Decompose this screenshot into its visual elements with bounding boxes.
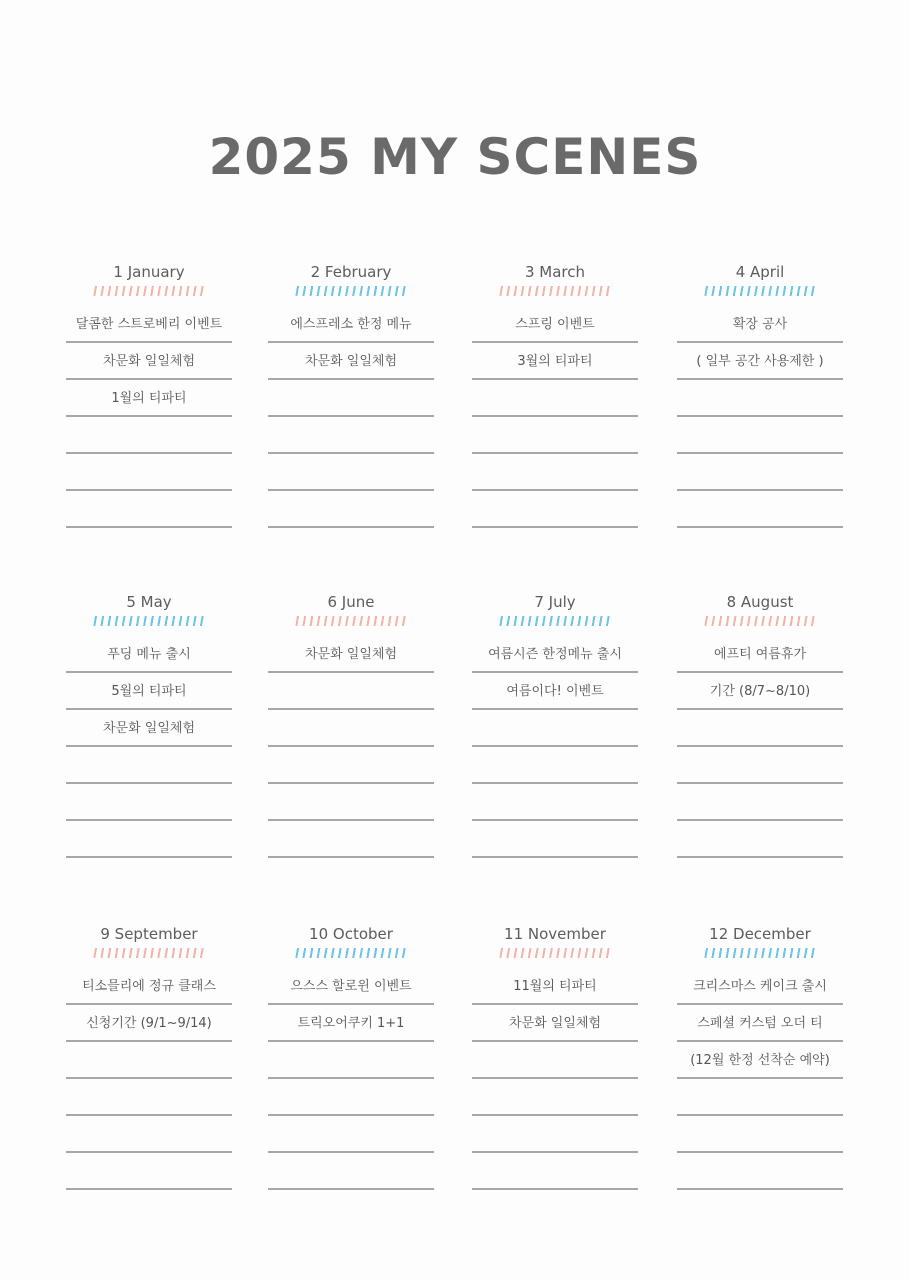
schedule-line bbox=[677, 1153, 843, 1190]
month-lines bbox=[677, 636, 843, 858]
schedule-line bbox=[66, 821, 232, 858]
schedule-line bbox=[268, 380, 434, 417]
schedule-line bbox=[472, 1042, 638, 1079]
month-block bbox=[472, 924, 638, 1190]
schedule-line bbox=[677, 454, 843, 491]
schedule-line bbox=[66, 747, 232, 784]
schedule-line bbox=[268, 821, 434, 858]
month-block bbox=[268, 592, 434, 858]
month-heading: 5 May bbox=[126, 593, 172, 611]
month-block bbox=[677, 924, 843, 1190]
schedule-line bbox=[472, 417, 638, 454]
month-accent-underline bbox=[92, 948, 206, 958]
schedule-line: 여름시즌 한정메뉴 출시 bbox=[472, 636, 638, 673]
month-lines bbox=[66, 968, 232, 1190]
month-lines bbox=[66, 306, 232, 528]
schedule-line: 확장 공사 bbox=[677, 306, 843, 343]
schedule-line: 여름이다! 이벤트 bbox=[472, 673, 638, 710]
month-lines bbox=[472, 636, 638, 858]
schedule-line bbox=[472, 821, 638, 858]
schedule-line bbox=[472, 380, 638, 417]
month-accent-underline bbox=[92, 616, 206, 626]
schedule-line bbox=[66, 417, 232, 454]
schedule-line: 푸딩 메뉴 출시 bbox=[66, 636, 232, 673]
schedule-line bbox=[66, 1042, 232, 1079]
schedule-line bbox=[66, 1079, 232, 1116]
month-block bbox=[66, 262, 232, 528]
schedule-line bbox=[472, 1079, 638, 1116]
schedule-line bbox=[268, 1153, 434, 1190]
schedule-line bbox=[472, 784, 638, 821]
month-lines bbox=[677, 306, 843, 528]
month-heading: 9 September bbox=[100, 925, 198, 943]
schedule-line bbox=[66, 491, 232, 528]
schedule-line: 달콤한 스트로베리 이벤트 bbox=[66, 306, 232, 343]
schedule-line bbox=[677, 380, 843, 417]
schedule-line: 차문화 일일체험 bbox=[66, 343, 232, 380]
schedule-line: 트릭오어쿠키 1+1 bbox=[268, 1005, 434, 1042]
schedule-line bbox=[677, 417, 843, 454]
schedule-line bbox=[268, 673, 434, 710]
schedule-line bbox=[268, 747, 434, 784]
month-lines bbox=[268, 306, 434, 528]
schedule-line: 3월의 티파티 bbox=[472, 343, 638, 380]
month-block bbox=[66, 592, 232, 858]
schedule-line bbox=[268, 417, 434, 454]
schedule-line: 스페셜 커스텀 오더 티 bbox=[677, 1005, 843, 1042]
schedule-line bbox=[268, 1116, 434, 1153]
schedule-line bbox=[268, 784, 434, 821]
month-block bbox=[66, 924, 232, 1190]
month-lines bbox=[268, 968, 434, 1190]
month-lines bbox=[472, 306, 638, 528]
schedule-line bbox=[677, 1116, 843, 1153]
month-lines bbox=[472, 968, 638, 1190]
month-heading: 8 August bbox=[726, 593, 794, 611]
schedule-line bbox=[268, 710, 434, 747]
month-heading: 11 November bbox=[504, 925, 606, 943]
schedule-line: 으스스 할로윈 이벤트 bbox=[268, 968, 434, 1005]
month-block bbox=[472, 262, 638, 528]
month-heading: 10 October bbox=[309, 925, 393, 943]
month-accent-underline bbox=[294, 616, 408, 626]
month-accent-underline bbox=[294, 948, 408, 958]
schedule-line bbox=[268, 491, 434, 528]
month-lines bbox=[66, 636, 232, 858]
month-accent-underline bbox=[703, 286, 817, 296]
schedule-line: 신청기간 (9/1~9/14) bbox=[66, 1005, 232, 1042]
schedule-line bbox=[677, 710, 843, 747]
month-heading: 6 June bbox=[327, 593, 375, 611]
month-block bbox=[472, 592, 638, 858]
schedule-line bbox=[268, 1079, 434, 1116]
schedule-line bbox=[677, 784, 843, 821]
month-lines bbox=[268, 636, 434, 858]
month-accent-underline bbox=[498, 616, 612, 626]
month-block bbox=[268, 262, 434, 528]
schedule-line bbox=[472, 1153, 638, 1190]
schedule-line: 11월의 티파티 bbox=[472, 968, 638, 1005]
schedule-line: 기간 (8/7~8/10) bbox=[677, 673, 843, 710]
month-accent-underline bbox=[703, 616, 817, 626]
schedule-line: 스프링 이벤트 bbox=[472, 306, 638, 343]
schedule-line bbox=[677, 1079, 843, 1116]
schedule-line: 차문화 일일체험 bbox=[268, 343, 434, 380]
month-lines bbox=[677, 968, 843, 1190]
month-accent-underline bbox=[294, 286, 408, 296]
schedule-line bbox=[472, 710, 638, 747]
schedule-line: 차문화 일일체험 bbox=[66, 710, 232, 747]
schedule-line: 차문화 일일체험 bbox=[472, 1005, 638, 1042]
schedule-line bbox=[677, 491, 843, 528]
schedule-line bbox=[677, 821, 843, 858]
schedule-line bbox=[472, 454, 638, 491]
schedule-line: 1월의 티파티 bbox=[66, 380, 232, 417]
month-accent-underline bbox=[92, 286, 206, 296]
month-heading: 1 January bbox=[113, 263, 185, 281]
schedule-line bbox=[472, 491, 638, 528]
schedule-line bbox=[677, 747, 843, 784]
month-heading: 7 July bbox=[534, 593, 576, 611]
month-heading: 4 April bbox=[735, 263, 785, 281]
schedule-line bbox=[66, 1153, 232, 1190]
schedule-line: 티소믈리에 정규 클래스 bbox=[66, 968, 232, 1005]
schedule-line bbox=[66, 1116, 232, 1153]
schedule-line bbox=[66, 454, 232, 491]
schedule-line bbox=[268, 454, 434, 491]
month-accent-underline bbox=[498, 948, 612, 958]
schedule-line bbox=[66, 784, 232, 821]
schedule-line bbox=[268, 1042, 434, 1079]
month-block bbox=[677, 592, 843, 858]
schedule-line bbox=[472, 747, 638, 784]
schedule-line: 차문화 일일체험 bbox=[268, 636, 434, 673]
schedule-line: 5월의 티파티 bbox=[66, 673, 232, 710]
month-heading: 3 March bbox=[524, 263, 586, 281]
schedule-line: (12월 한정 선착순 예약) bbox=[677, 1042, 843, 1079]
month-block bbox=[677, 262, 843, 528]
schedule-line: 에스프레소 한정 메뉴 bbox=[268, 306, 434, 343]
month-heading: 2 February bbox=[310, 263, 392, 281]
month-accent-underline bbox=[703, 948, 817, 958]
month-block bbox=[268, 924, 434, 1190]
month-heading: 12 December bbox=[709, 925, 811, 943]
schedule-line: 에프티 여름휴가 bbox=[677, 636, 843, 673]
schedule-line: 크리스마스 케이크 출시 bbox=[677, 968, 843, 1005]
schedule-line: ( 일부 공간 사용제한 ) bbox=[677, 343, 843, 380]
schedule-line bbox=[472, 1116, 638, 1153]
page-title: 2025 MY SCENES bbox=[208, 128, 702, 186]
month-accent-underline bbox=[498, 286, 612, 296]
